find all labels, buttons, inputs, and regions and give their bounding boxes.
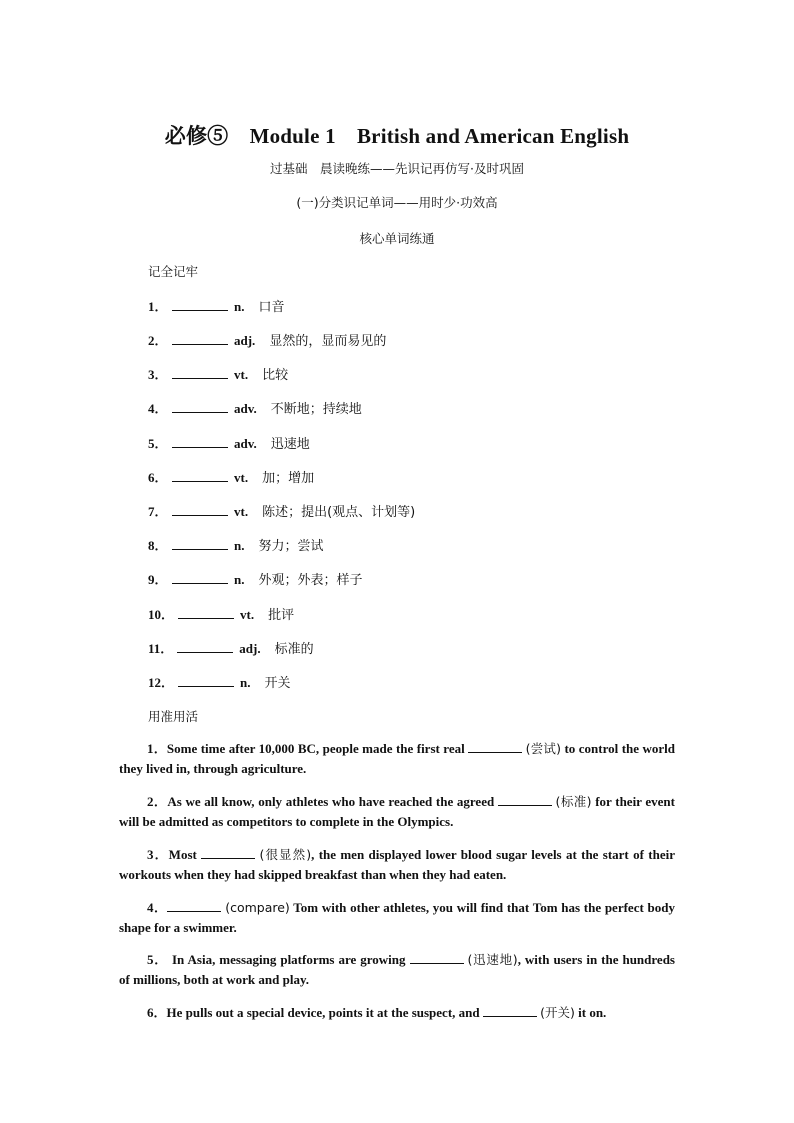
word-meaning: 标准的: [274, 642, 314, 657]
section-heading-usage: 用准用活: [148, 709, 199, 724]
vocab-item: [148, 330, 386, 350]
item-number: 4．: [148, 401, 168, 416]
vocab-item: [148, 638, 314, 658]
word-meaning: 显然的，显而易见的: [269, 334, 387, 349]
answer-blank[interactable]: [167, 898, 221, 912]
item-number: 11．: [148, 641, 174, 656]
answer-blank[interactable]: [178, 673, 234, 687]
word-meaning: 开关: [264, 676, 291, 691]
answer-blank[interactable]: [468, 739, 522, 753]
exercise-item: [119, 950, 675, 990]
word-meaning: 外观；外表；样子: [258, 573, 363, 588]
answer-blank[interactable]: [172, 502, 228, 516]
answer-blank[interactable]: [172, 570, 228, 584]
sentence-text: Tom with other athletes, you will find that Tom has the perfect body shape for a swimmer.: [119, 900, 675, 935]
answer-blank[interactable]: [172, 468, 228, 482]
answer-blank[interactable]: [172, 331, 228, 345]
exercise-item: [119, 1003, 675, 1023]
word-meaning: 陈述；提出(观点、计划等): [262, 505, 416, 520]
item-number: 5．: [147, 952, 168, 967]
hint-text: (标准): [555, 794, 592, 809]
hint-text: (迅速地): [467, 952, 518, 967]
item-number: 9．: [148, 572, 168, 587]
vocab-item: [148, 433, 310, 453]
section-subtitle: (一)分类识记单词——用时少·功效高: [296, 195, 498, 210]
exercise-item: [119, 739, 675, 779]
part-of-speech: vt.: [234, 470, 249, 485]
sentence-text: Most: [168, 847, 202, 862]
vocab-item: [148, 398, 362, 418]
answer-blank[interactable]: [177, 639, 233, 653]
hint-text: (尝试): [525, 741, 562, 756]
answer-blank[interactable]: [410, 950, 464, 964]
item-number: 12．: [148, 675, 175, 690]
sentence-text: it on.: [574, 1005, 607, 1020]
vocab-item: [148, 672, 291, 692]
sentence-text: , with users in the hundreds of millions, both at work and play.: [119, 952, 675, 987]
item-number: 2．: [148, 333, 168, 348]
part-of-speech: adj.: [239, 641, 261, 656]
sentence-text: As we all know, only athletes who have reached the agreed: [167, 794, 498, 809]
section-subtitle: 核心单词练通: [359, 231, 435, 246]
part-of-speech: vt.: [234, 367, 249, 382]
item-number: 1．: [148, 299, 168, 314]
answer-blank[interactable]: [172, 536, 228, 550]
part-of-speech: adv.: [234, 436, 257, 451]
part-of-speech: adv.: [234, 401, 257, 416]
vocab-item: [148, 535, 324, 555]
part-of-speech: n.: [234, 572, 245, 587]
vocab-item: [148, 569, 363, 589]
vocab-item: [148, 604, 294, 624]
item-number: 6．: [147, 1005, 167, 1020]
part-of-speech: vt.: [240, 607, 255, 622]
sentence-text: to control the world they lived in, through agriculture.: [119, 741, 675, 776]
vocab-item: [148, 364, 288, 384]
item-number: 10．: [148, 607, 175, 622]
answer-blank[interactable]: [172, 297, 228, 311]
hint-text: (compare): [225, 900, 290, 915]
vocab-item: [148, 296, 285, 316]
item-number: 3．: [148, 367, 168, 382]
part-of-speech: adj.: [234, 333, 256, 348]
word-meaning: 口音: [258, 300, 285, 315]
item-number: 1．: [147, 741, 167, 756]
section-subtitle: 过基础 晨读晚练——先识记再仿写·及时巩固: [270, 161, 524, 176]
sentence-text: He pulls out a special device, points it at the suspect, and: [166, 1005, 483, 1020]
answer-blank[interactable]: [172, 434, 228, 448]
item-number: 5．: [148, 436, 168, 451]
item-number: 7．: [148, 504, 168, 519]
hint-text: (开关): [540, 1005, 575, 1020]
answer-blank[interactable]: [498, 792, 552, 806]
sentence-text: Some time after 10,000 BC, people made the first real: [166, 741, 469, 756]
part-of-speech: n.: [234, 299, 245, 314]
item-number: 4．: [147, 900, 168, 915]
part-of-speech: n.: [234, 538, 245, 553]
page-title: 必修⑤ Module 1 British and American English: [164, 124, 630, 148]
exercise-item: [119, 845, 675, 885]
word-meaning: 努力；尝试: [258, 539, 324, 554]
item-number: 3．: [147, 847, 169, 862]
exercise-item: [119, 898, 675, 938]
vocab-item: [148, 467, 314, 487]
word-meaning: 批评: [268, 608, 295, 623]
answer-blank[interactable]: [172, 365, 228, 379]
part-of-speech: vt.: [234, 504, 249, 519]
sentence-text: , the men displayed lower blood sugar levels at the start of their workouts when they had skipped breakfast than when they had eaten.: [119, 847, 675, 882]
sentence-text: In Asia, messaging platforms are growing: [167, 952, 410, 967]
item-number: 6．: [148, 470, 168, 485]
exercise-item: [119, 792, 675, 832]
item-number: 8．: [148, 538, 168, 553]
hint-text: (很显然): [259, 847, 312, 862]
answer-blank[interactable]: [201, 845, 255, 859]
sentence-text: for their event will be admitted as competitors to complete in the Olympics.: [119, 794, 675, 829]
word-meaning: 迅速地: [270, 437, 310, 452]
answer-blank[interactable]: [172, 399, 228, 413]
word-meaning: 加；增加: [262, 471, 315, 486]
word-meaning: 不断地；持续地: [270, 402, 362, 417]
item-number: 2．: [147, 794, 168, 809]
word-meaning: 比较: [262, 368, 289, 383]
part-of-speech: n.: [240, 675, 251, 690]
answer-blank[interactable]: [483, 1003, 537, 1017]
section-heading-memorize: 记全记牢: [148, 264, 199, 279]
vocab-item: [148, 501, 415, 521]
answer-blank[interactable]: [178, 605, 234, 619]
